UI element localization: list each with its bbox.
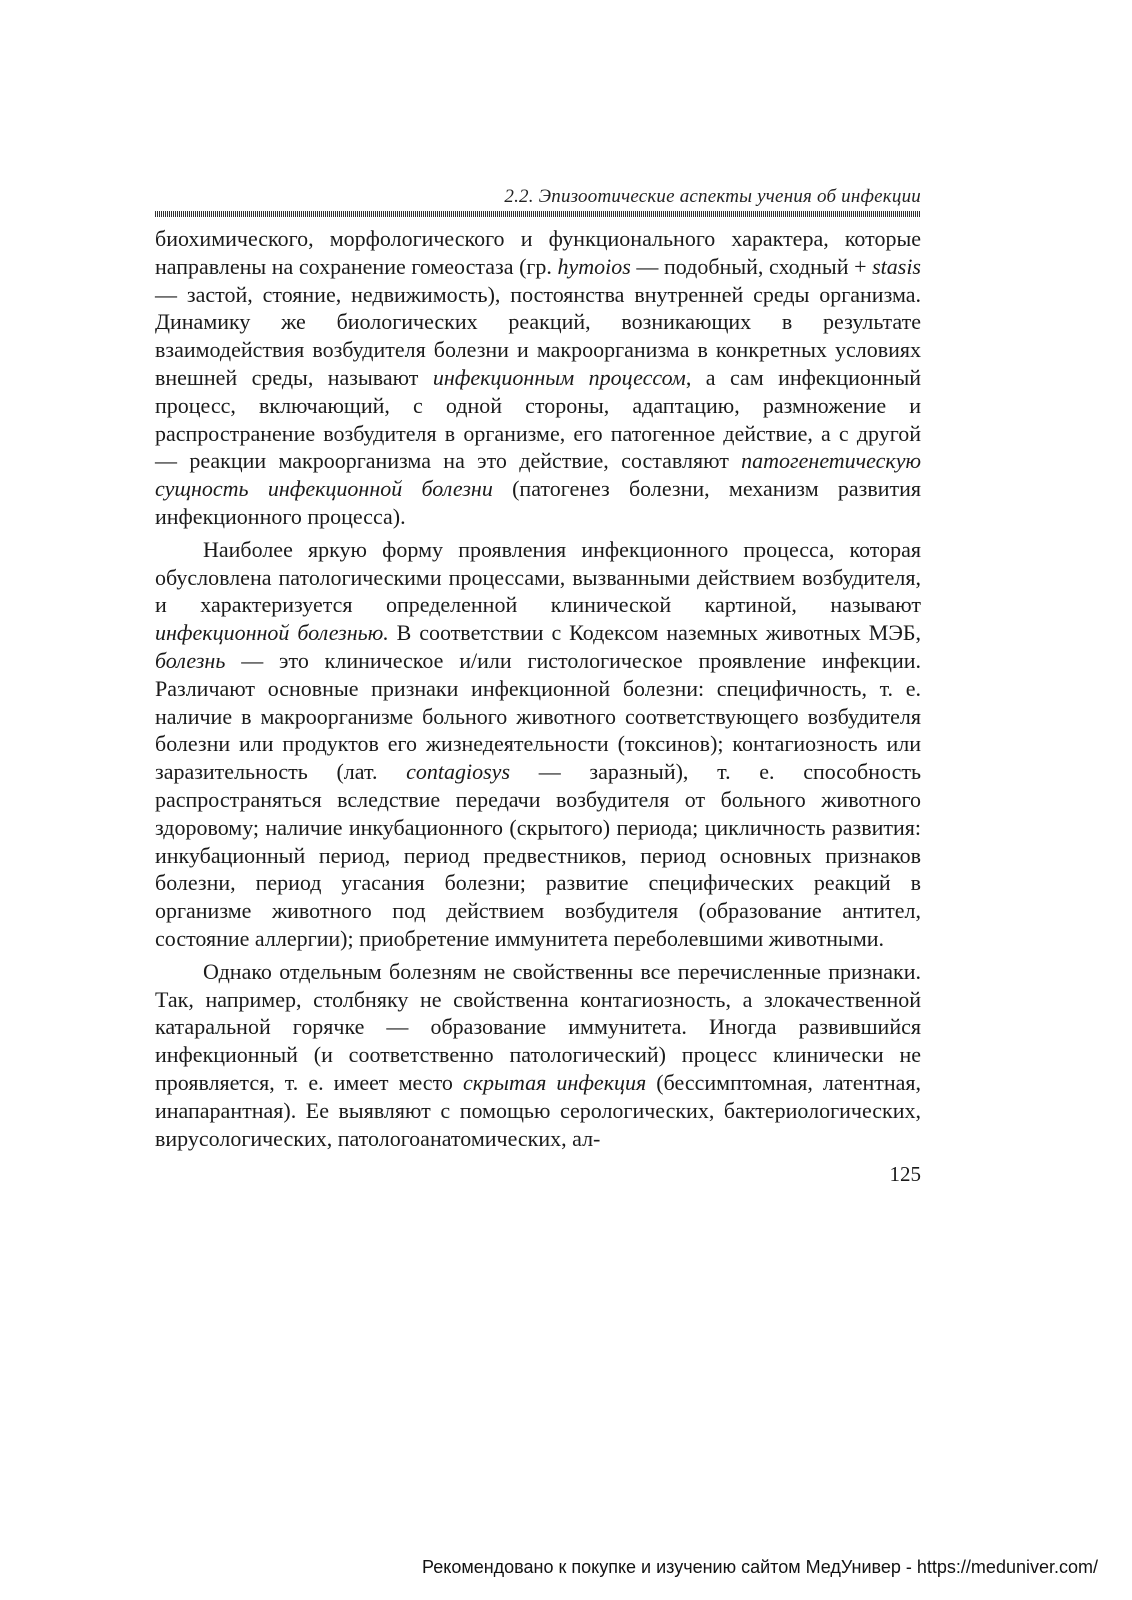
- text-run: Однако отдельным болезням не свойственны все перечисленные признаки. Так, например, столбняку не свойственна контагиозность, а злокачественной катаральной горячке — образование иммунитета. Иногда развившийся инфекционный (и соответственно патологический) процесс клинически не проявляется, т. е. имеет место: [155, 958, 921, 1095]
- italic-term: инфекционным процессом: [432, 364, 686, 390]
- italic-term: скрытая инфекция: [462, 1069, 647, 1095]
- italic-term: contagiosys: [406, 759, 511, 785]
- text-run: (бессимптомная, латентная, инапарантная). Ее выявляют с помощью серологических, бактериологических, вирусологических, патологоанатомических, ал-: [155, 1069, 921, 1151]
- text-run: — застой, стояние, недвижимость), постоянства внутренней среды организма. Динамику же биологических реакций, возникающих в результате взаимодействия возбудителя болезни и макроорганизма в конкретных условиях внешней среды, называют: [155, 281, 921, 390]
- text-run: В соответствии с Кодексом наземных животных МЭБ,: [388, 620, 921, 646]
- text-run: — подобный, сходный +: [630, 253, 873, 279]
- footer-note: Рекомендовано к покупке и изучению сайтом МедУнивер - https://meduniver.com/: [422, 1557, 1098, 1577]
- paragraph: [155, 958, 921, 1153]
- running-head: 2.2. Эпизоотические аспекты учения об инфекции: [504, 186, 921, 207]
- italic-term: болезнь: [155, 647, 226, 673]
- italic-term: hymoios: [557, 253, 631, 279]
- book-page: [155, 186, 921, 1187]
- text-run: , а сам инфекционный процесс, включающий, с одной стороны, адаптацию, размножение и распространение возбудителя в организме, его патогенное действие, а с другой — реакции макроорганизма на это действие, составляют: [155, 364, 922, 474]
- italic-term: инфекционной болезнью.: [155, 620, 389, 646]
- text-run: Наиболее яркую форму проявления инфекционного процесса, которая обусловлена патологическими процессами, вызванными действием возбудителя, и характеризуется определенной клинической картиной, называют: [155, 536, 921, 618]
- text-run: — заразный), т. е. способность распространяться вследствие передачи возбудителя от больного животного здоровому; наличие инкубационного (скрытого) периода; цикличность развития: инкубационный период, период предвестников, период основных признаков болезни, период угасания болезни; развитие специфических реакций в организме животного под действием возбудителя (образование антител, состояние аллергии); приобретение иммунитета переболевшими животными.: [155, 759, 921, 951]
- italic-term: stasis: [872, 253, 921, 279]
- page-number: 125: [889, 1162, 921, 1187]
- body-text: [155, 225, 921, 1152]
- italic-term: патогенетическую сущность инфекционной болезни: [155, 448, 921, 502]
- paragraph: [155, 225, 921, 531]
- text-run: — это клиническое и/или гистологическое проявление инфекции. Различают основные признаки инфекционной болезни: специфичность, т. е. наличие в макроорганизме больного животного соответствующего возбудителя болезни или продуктов его жизнедеятельности (токсинов); контагиозность или заразительность (лат.: [155, 647, 921, 785]
- text-run: биохимического, морфологического и функционального характера, которые направлены на сохранение гомеостаза (гр.: [155, 226, 921, 279]
- text-run: (патогенез болезни, механизм развития инфекционного процесса).: [155, 476, 921, 529]
- header-rule: [155, 211, 921, 217]
- paragraph: [155, 536, 921, 953]
